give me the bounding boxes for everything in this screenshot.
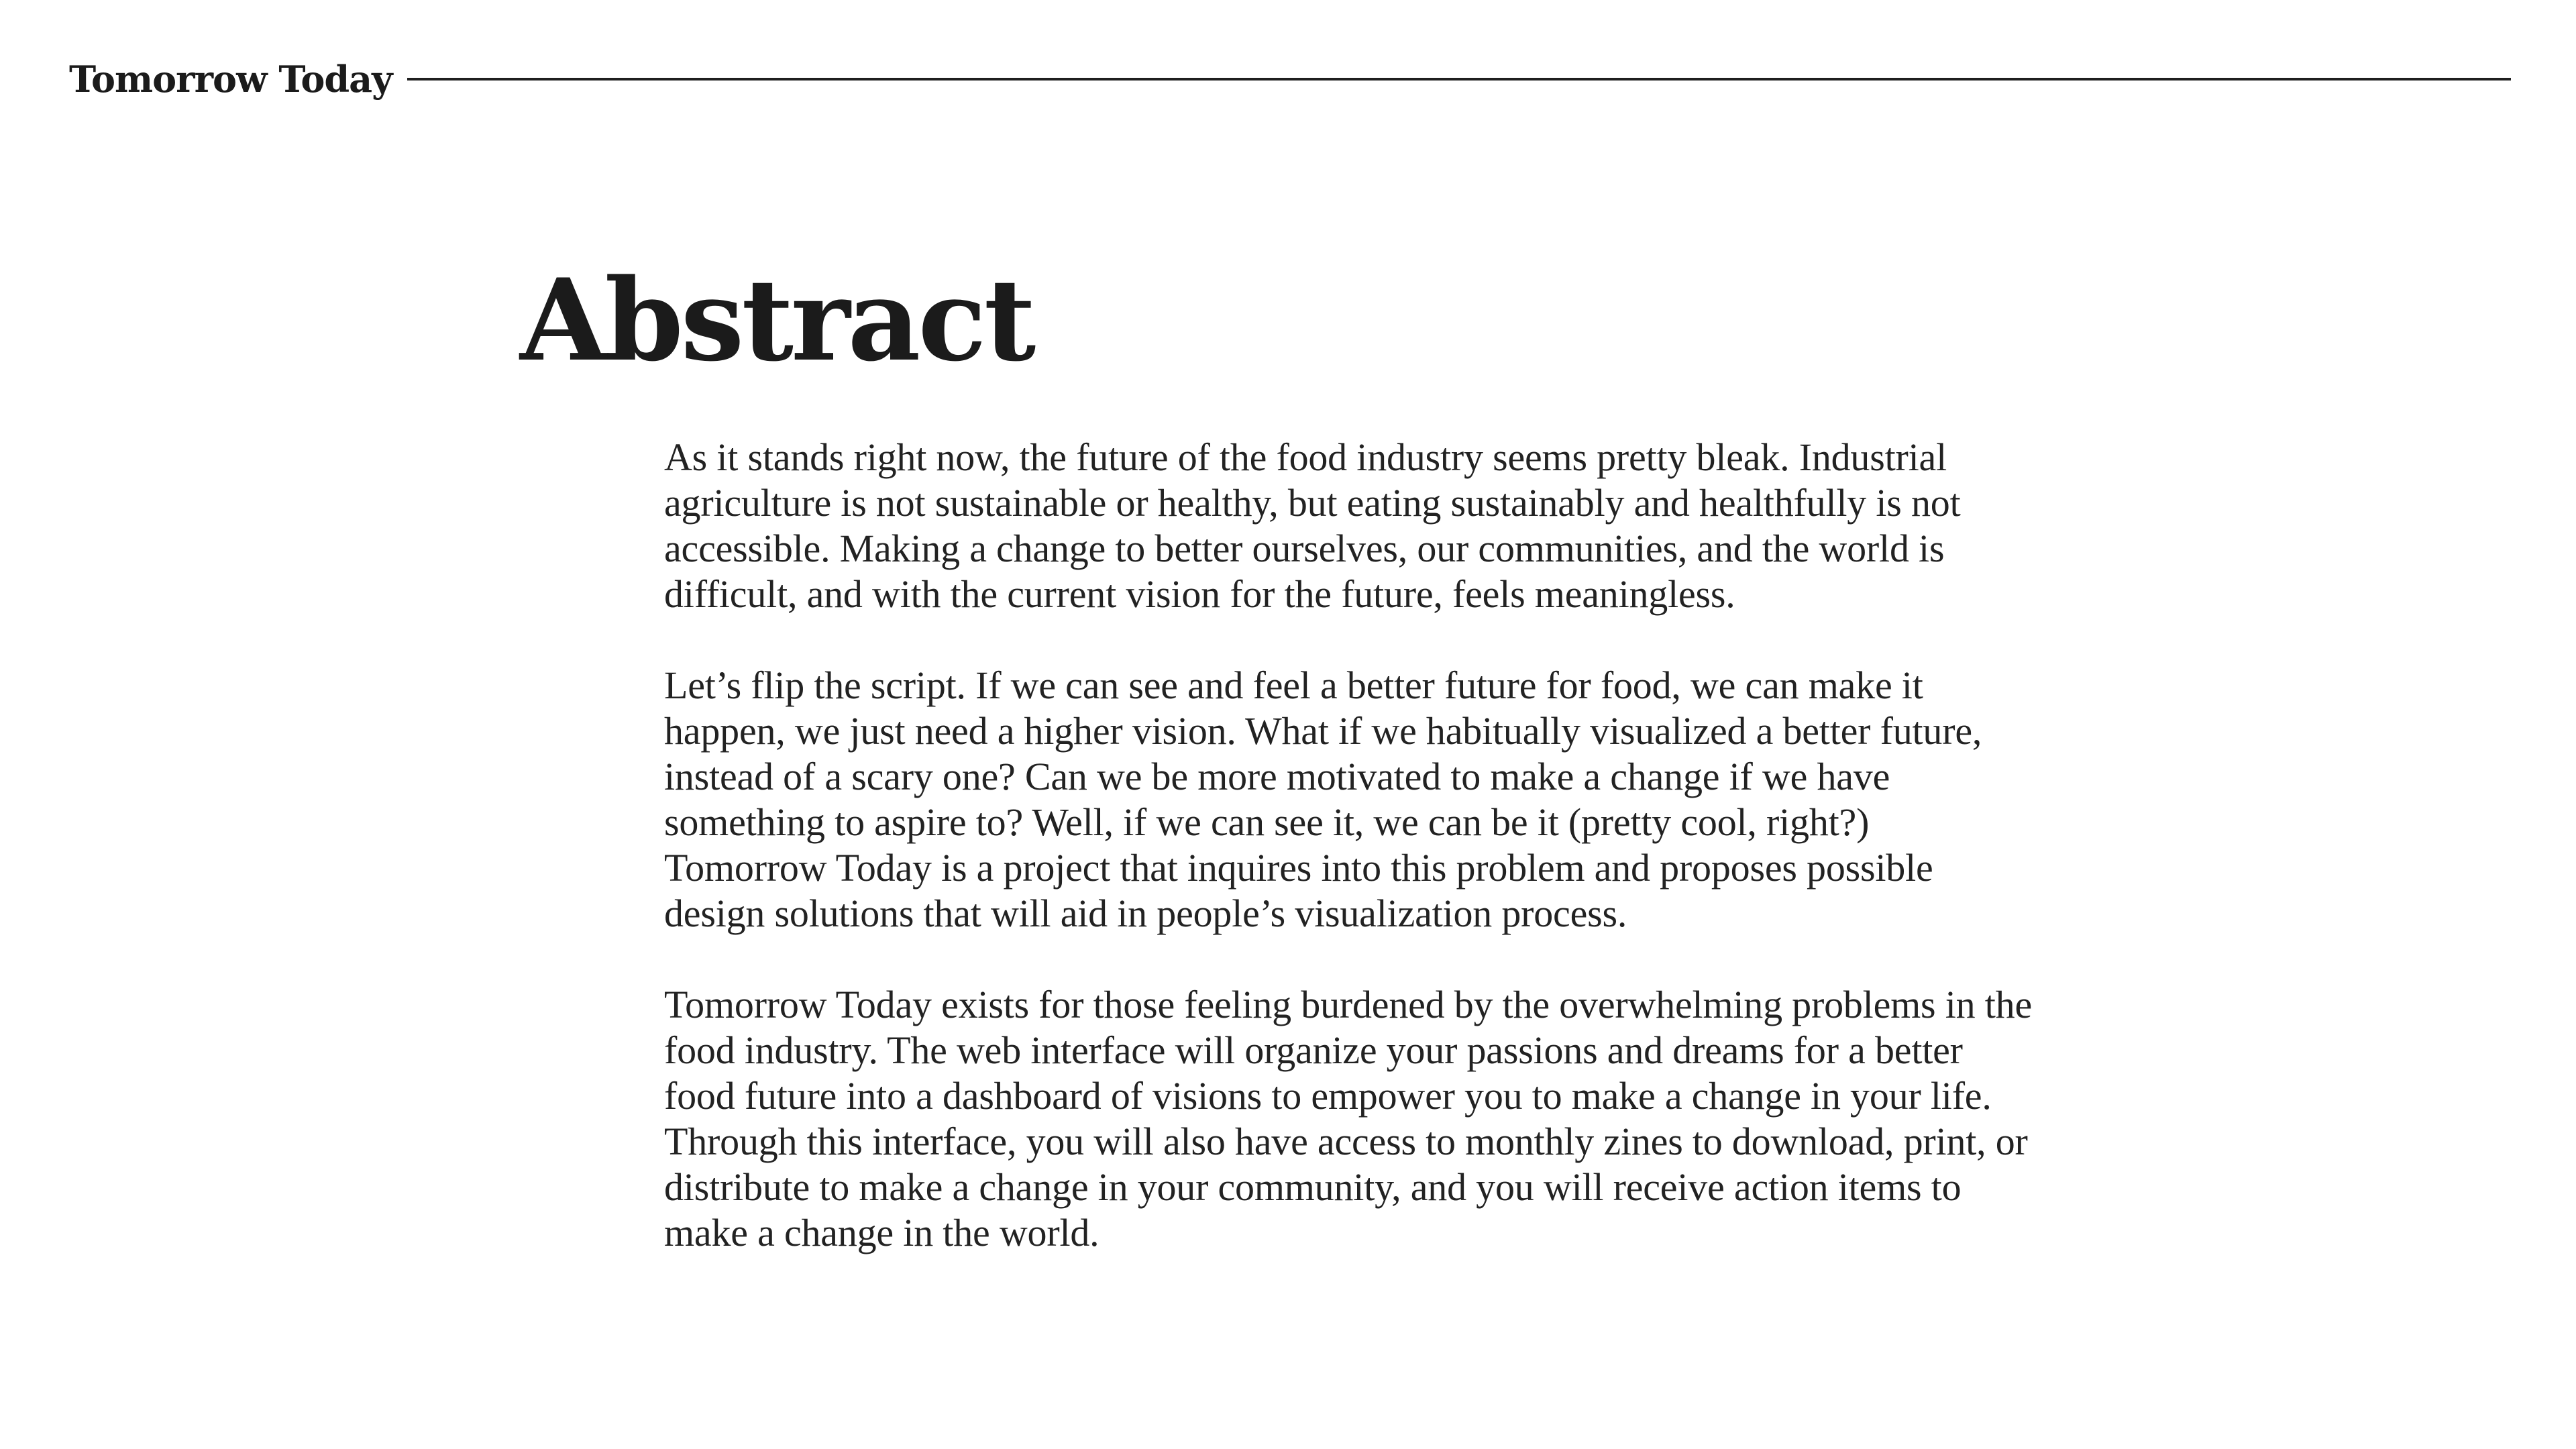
abstract-paragraph-3: Tomorrow Today exists for those feeling burdened by the overwhelming problems in the food industry. The web interface will organize your passions and dreams for a better food future into a dashboard of visions to empower you to make a change in your life. Through this interface, you will also have access to monthly zines to download, print, or distribute to make a change in your community, and you will receive action items to make a change in the world. [664,983,2032,1254]
header-divider [407,78,2512,80]
page-header [69,52,2511,106]
abstract-paragraph-1: As it stands right now, the future of the food industry seems pretty bleak. Industrial agriculture is not sustainable or healthy, but eating sustainably and healthfully is not accessible. Making a change to better ourselves, our communities, and the world is difficult, and with the current vision for the future, feels meaningless. [664,435,1961,616]
brand-title: Tomorrow Today [69,58,392,101]
page-title: Abstract [520,254,1034,386]
abstract-paragraph-2: Let’s flip the script. If we can see and feel a better future for food, we can make it happen, we just need a higher vision. What if we habitually visualized a better future, instead of a scary one? Can we be more motivated to make a change if we have something to aspire to? Well, if we can see it, we can be it (pretty cool, right?) Tomorrow Today is a project that inquires into this problem and proposes possible design solutions that will aid in people’s visualization process. [664,663,1982,935]
abstract-body [664,435,2033,1301]
